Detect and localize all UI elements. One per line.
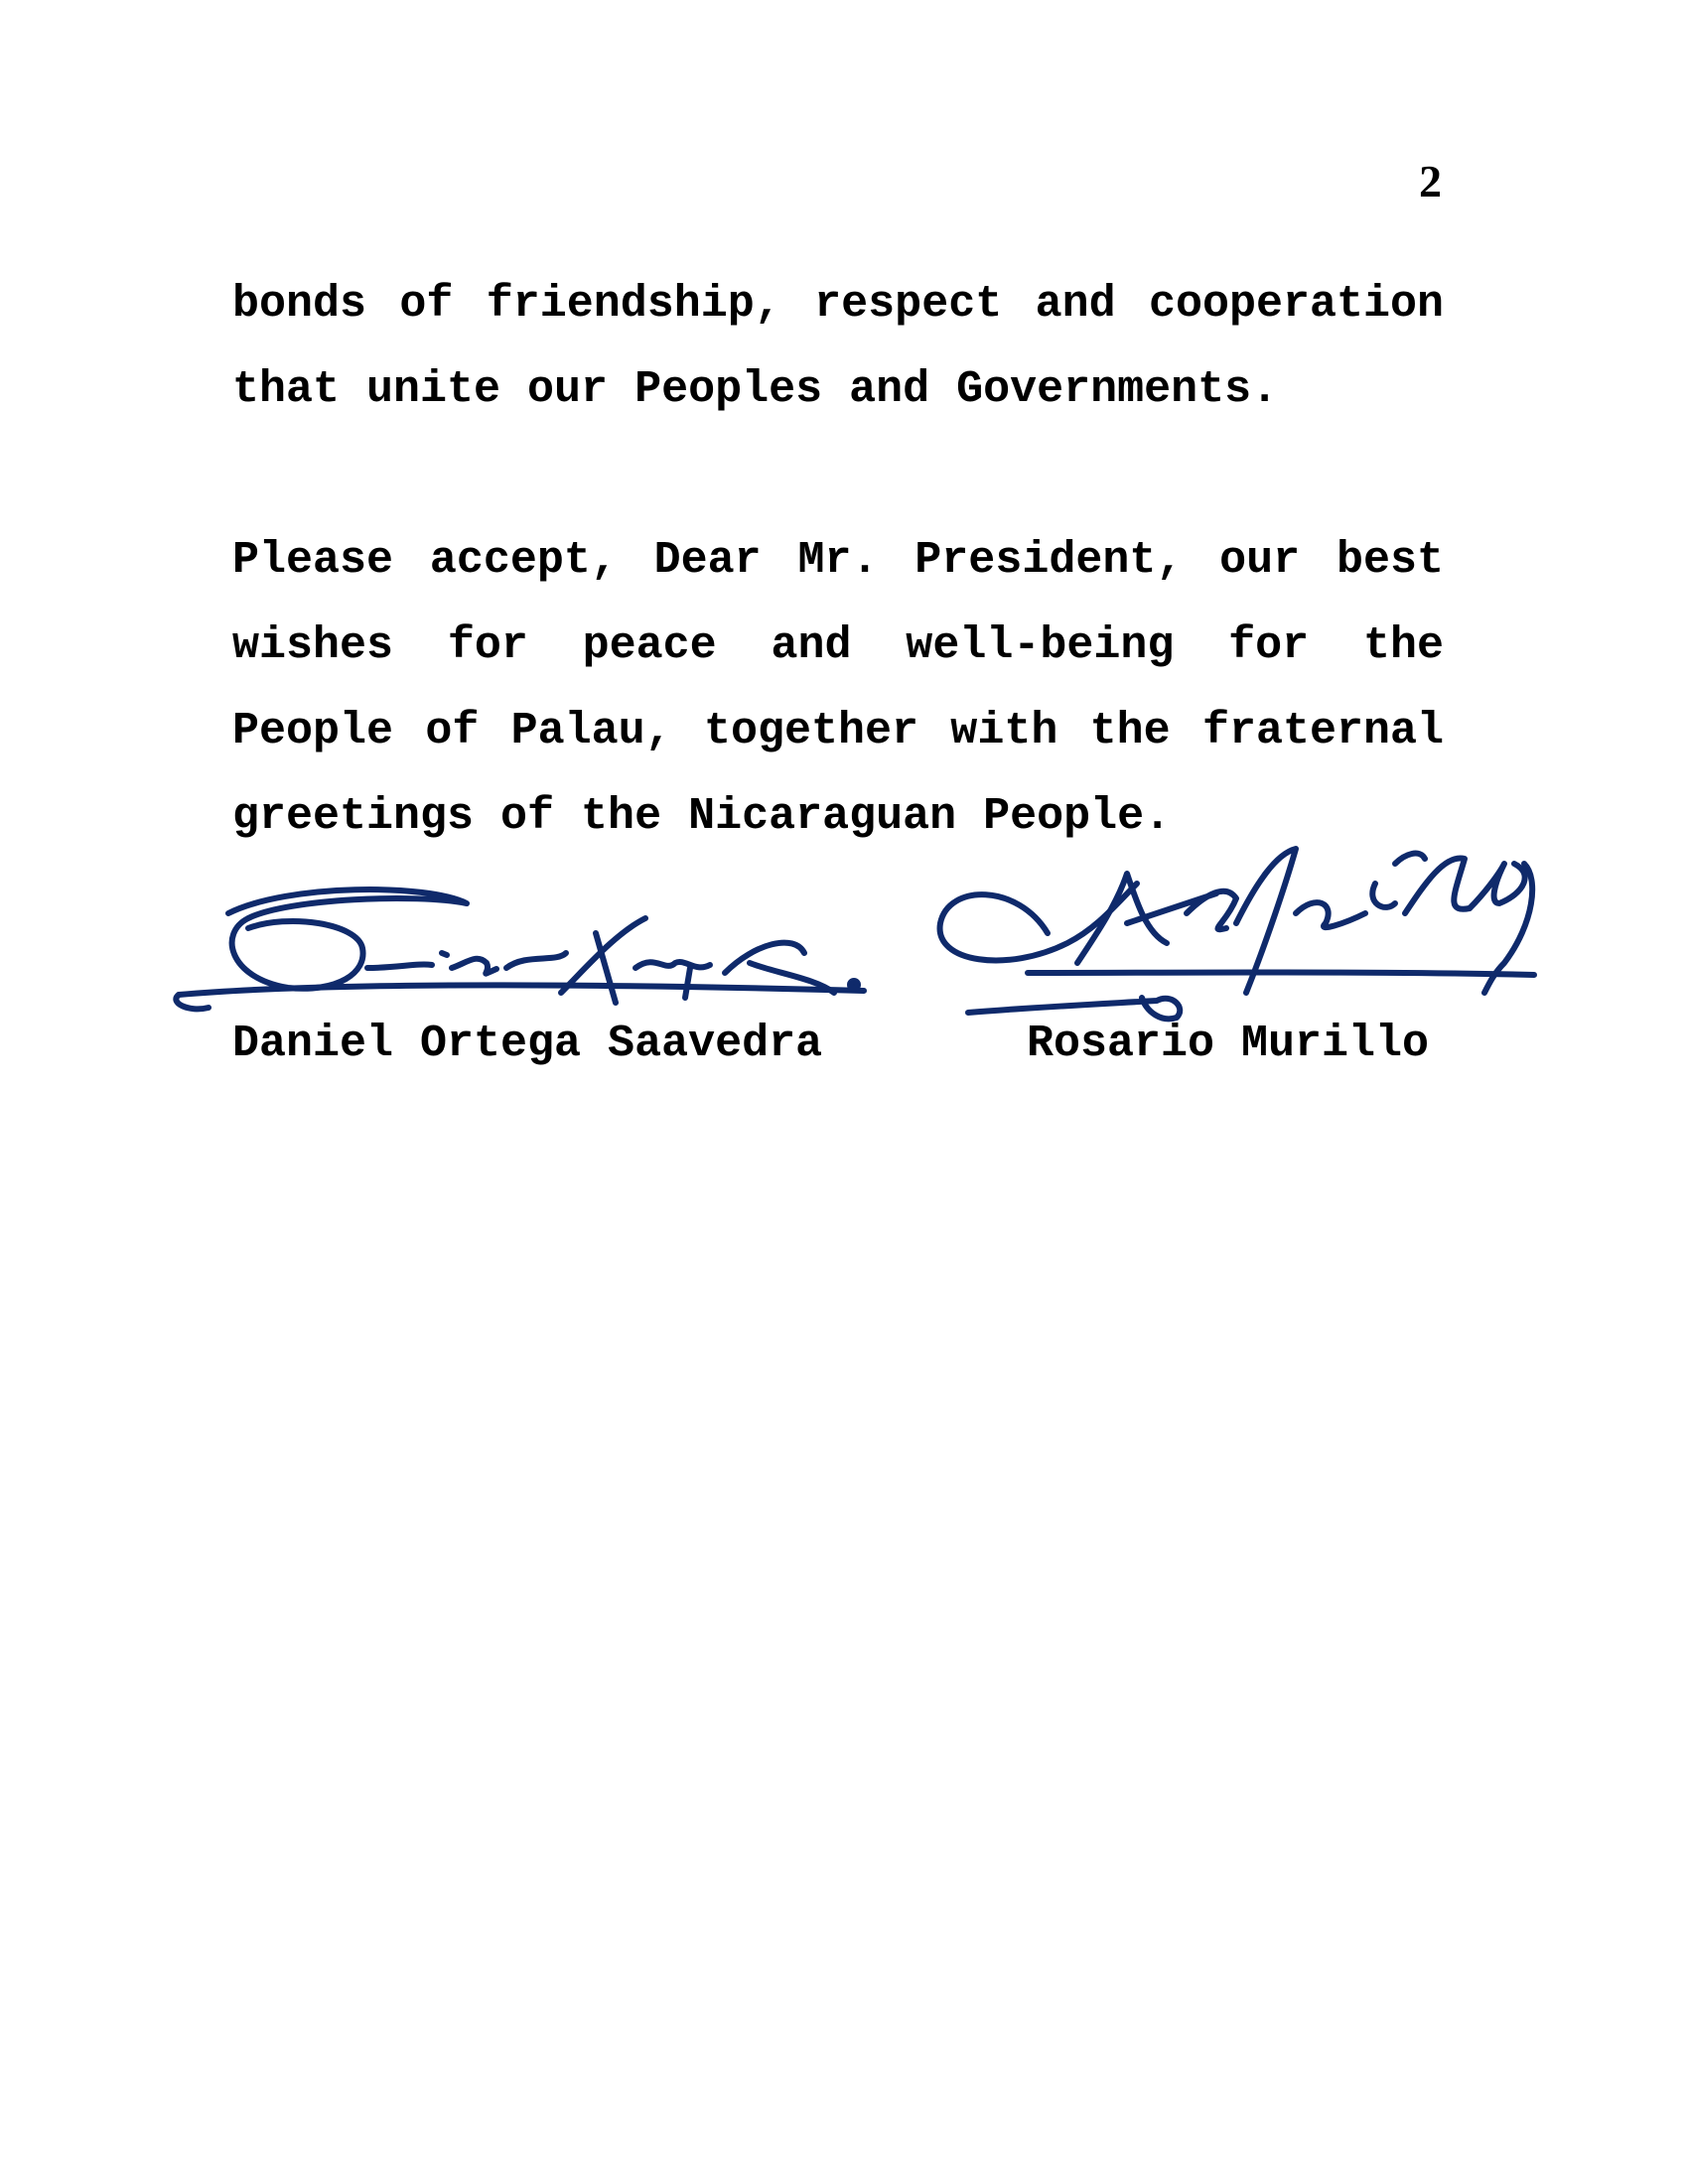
signatory-name-right: Rosario Murillo [1027,1019,1430,1069]
paragraph-line: greetings of the Nicaraguan People. [232,791,1172,842]
paragraph-line: that unite our Peoples and Governments. [232,364,1279,415]
signatory-name-left: Daniel Ortega Saavedra [232,1019,823,1069]
page-number: 2 [1419,156,1442,206]
signature-left [169,874,884,1032]
paragraph-line: People of Palau, together with the fraternal [232,706,1444,756]
paragraph-line: Please accept, Dear Mr. President, our best [232,535,1444,586]
paragraph-1 [232,262,1444,433]
paragraph-2 [232,518,1444,860]
paragraph-line: bonds of friendship, respect and cooperation [232,279,1444,330]
paragraph-line: wishes for peace and well-being for the [232,620,1444,671]
